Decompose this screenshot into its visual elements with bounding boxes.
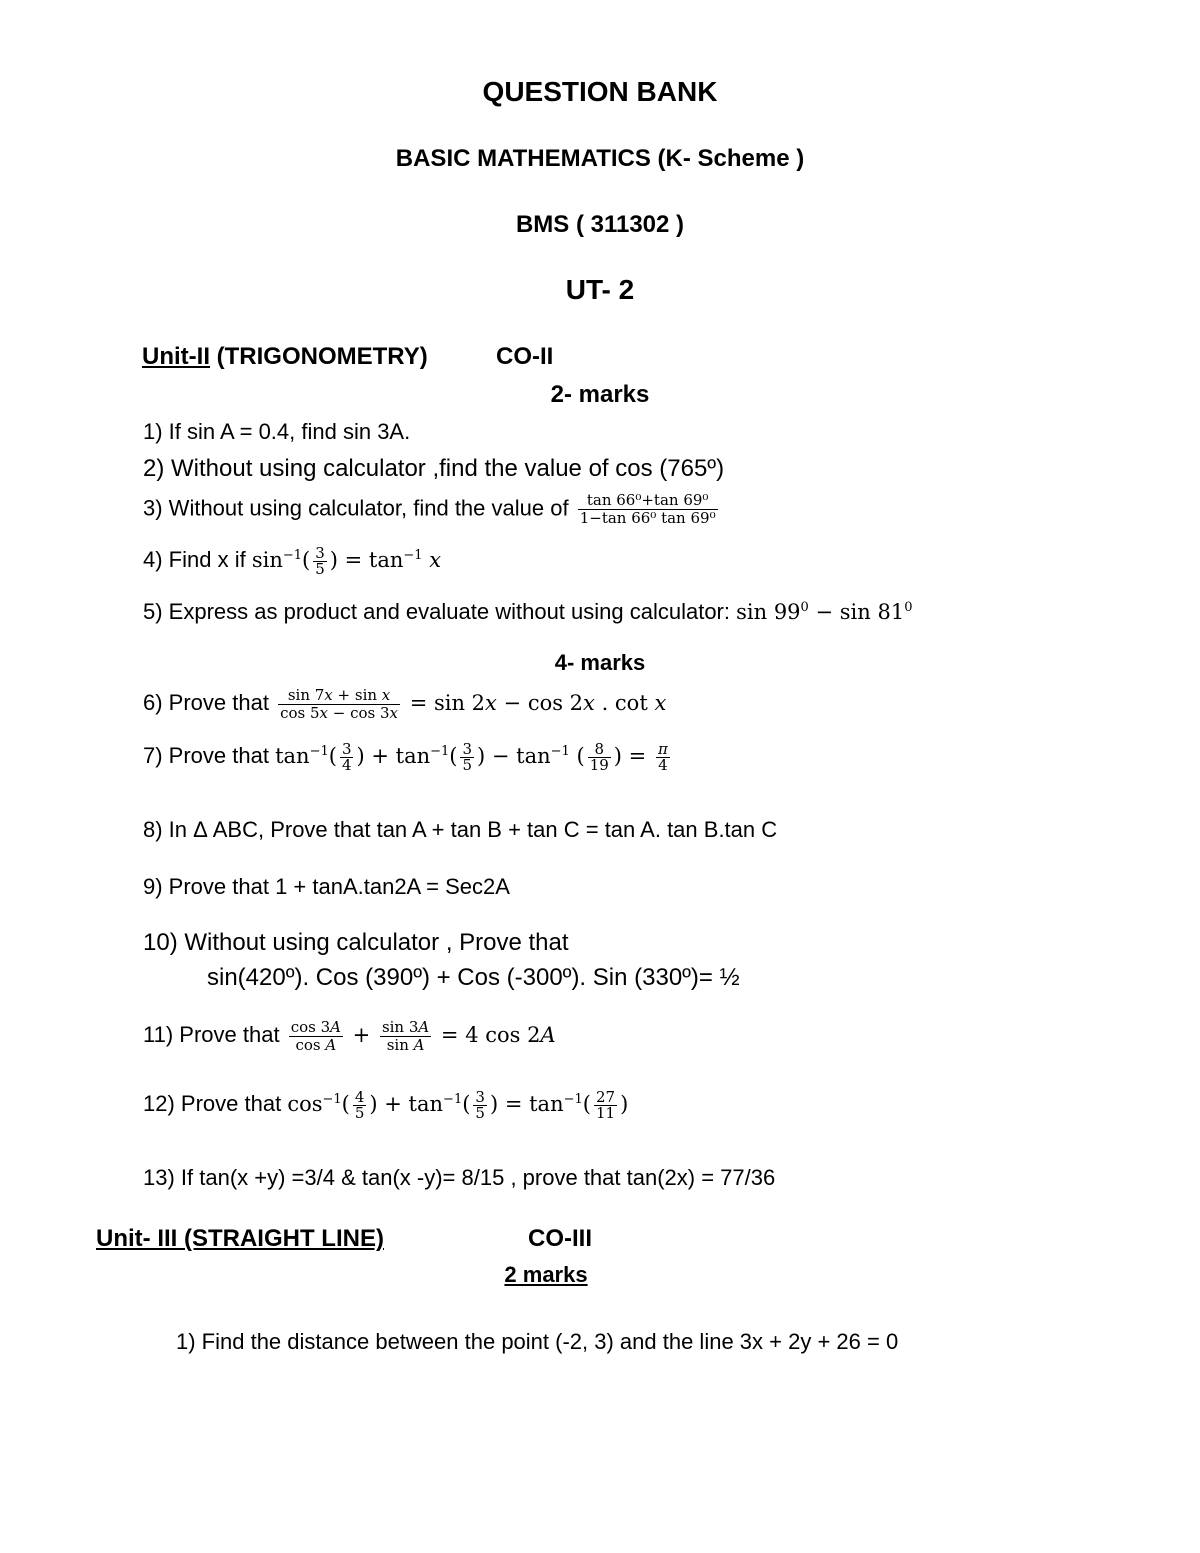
question-3-text: 3) Without using calculator, find the value of [143, 495, 569, 521]
question-12 [143, 1090, 628, 1121]
unit-3-question-1: 1) Find the distance between the point (-2, 3) and the line 3x + 2y + 26 = 0 [176, 1329, 899, 1354]
subject-title: BASIC MATHEMATICS (K- Scheme ) [395, 145, 805, 172]
question-13: 13) If tan(x +y) =3/4 & tan(x -y)= 8/15 , prove that tan(2x) = 77/36 [143, 1165, 776, 1190]
question-6-equation: $\frac{\text{sin 7x + sin x}}{\cos 5x - \cos 3x}$ = sin 2x − cos 2x . cot x [280, 686, 667, 722]
unit-2-name: (TRIGONOMETRY) [209, 343, 428, 370]
question-10-line-2: sin(420º). Cos (390º) + Cos (-300º). Sin (330º)= ½ [207, 964, 740, 991]
question-12-text: 12) Prove that [143, 1091, 282, 1116]
question-2: 2) Without using calculator ,find the value of cos (765º) [143, 455, 725, 482]
question-8: 8) In Δ ABC, Prove that tan A + tan B + tan C = tan A. tan B.tan C [143, 817, 778, 842]
question-5-text: 5) Express as product and evaluate without using calculator: [143, 599, 730, 624]
question-5-expression: $\sin 99^0 - \sin 81^0$ [736, 600, 913, 624]
unit-3-co: CO-III [528, 1225, 592, 1252]
unit-3-name: (STRAIGHT LINE) [183, 1225, 384, 1252]
question-11-text: 11) Prove that [143, 1022, 280, 1047]
question-3 [143, 492, 721, 527]
question-9: 9) Prove that 1 + tanA.tan2A = Sec2A [143, 874, 510, 899]
unit-2-marks-2-heading: 2- marks [550, 381, 650, 408]
question-7-text: 7) Prove that [143, 743, 269, 768]
question-5 [143, 599, 912, 625]
question-11 [143, 1019, 556, 1054]
unit-2-marks-4-heading: 4- marks [554, 650, 646, 675]
question-7-equation: $\tan^{-1}$( $\frac{3}{4}$ ) + $\tan^{-1}$( $\frac{3}{5}$ ) − $\tan^{-1}$ ( $\frac{8}{19}$ ) = $\frac{\pi}{4}$ [275, 740, 668, 774]
question-7 [143, 742, 673, 773]
question-4-text: 4) Find x if [143, 547, 246, 572]
question-4-equation: $\sin^{-1}$( $\frac{3}{5}$ ) = $\tan^{-1} x$ [251, 544, 442, 578]
question-11-equation: $\frac{\cos 3A}{\text{cos A}}$ + $\frac{\sin 3A}{\text{sin A}}$ = 4 cos 2A [290, 1018, 556, 1054]
question-3-fraction [578, 492, 718, 527]
subject-code: BMS ( 311302 ) [515, 211, 685, 238]
question-10-line-1: 10) Without using calculator , Prove that [143, 929, 569, 956]
unit-2-heading [142, 343, 428, 371]
question-4 [143, 546, 441, 577]
document-title: QUESTION BANK [482, 76, 718, 107]
unit-2-co: CO-II [496, 343, 554, 370]
unit-3-heading [96, 1225, 384, 1253]
unit-3-label: Unit- III [96, 1225, 184, 1252]
question-12-equation: $\cos^{-1}$( $\frac{4}{5}$ ) + $\tan^{-1}$( $\frac{3}{5}$ ) = $\tan^{-1}$( $\frac{27}{11}$ ) [287, 1088, 629, 1122]
unit-3-marks-2-heading: 2 marks [504, 1262, 588, 1287]
question-3-denominator: 1−tan 66⁰ tan 69⁰ [579, 509, 716, 527]
question-3-numerator: tan 66⁰+tan 69⁰ [578, 492, 718, 510]
unit-test-label: UT- 2 [565, 274, 635, 305]
unit-2-label: Unit-II [142, 343, 210, 370]
question-6-text: 6) Prove that [143, 690, 269, 715]
question-6 [143, 687, 666, 722]
question-1: 1) If sin A = 0.4, find sin 3A. [143, 419, 411, 444]
